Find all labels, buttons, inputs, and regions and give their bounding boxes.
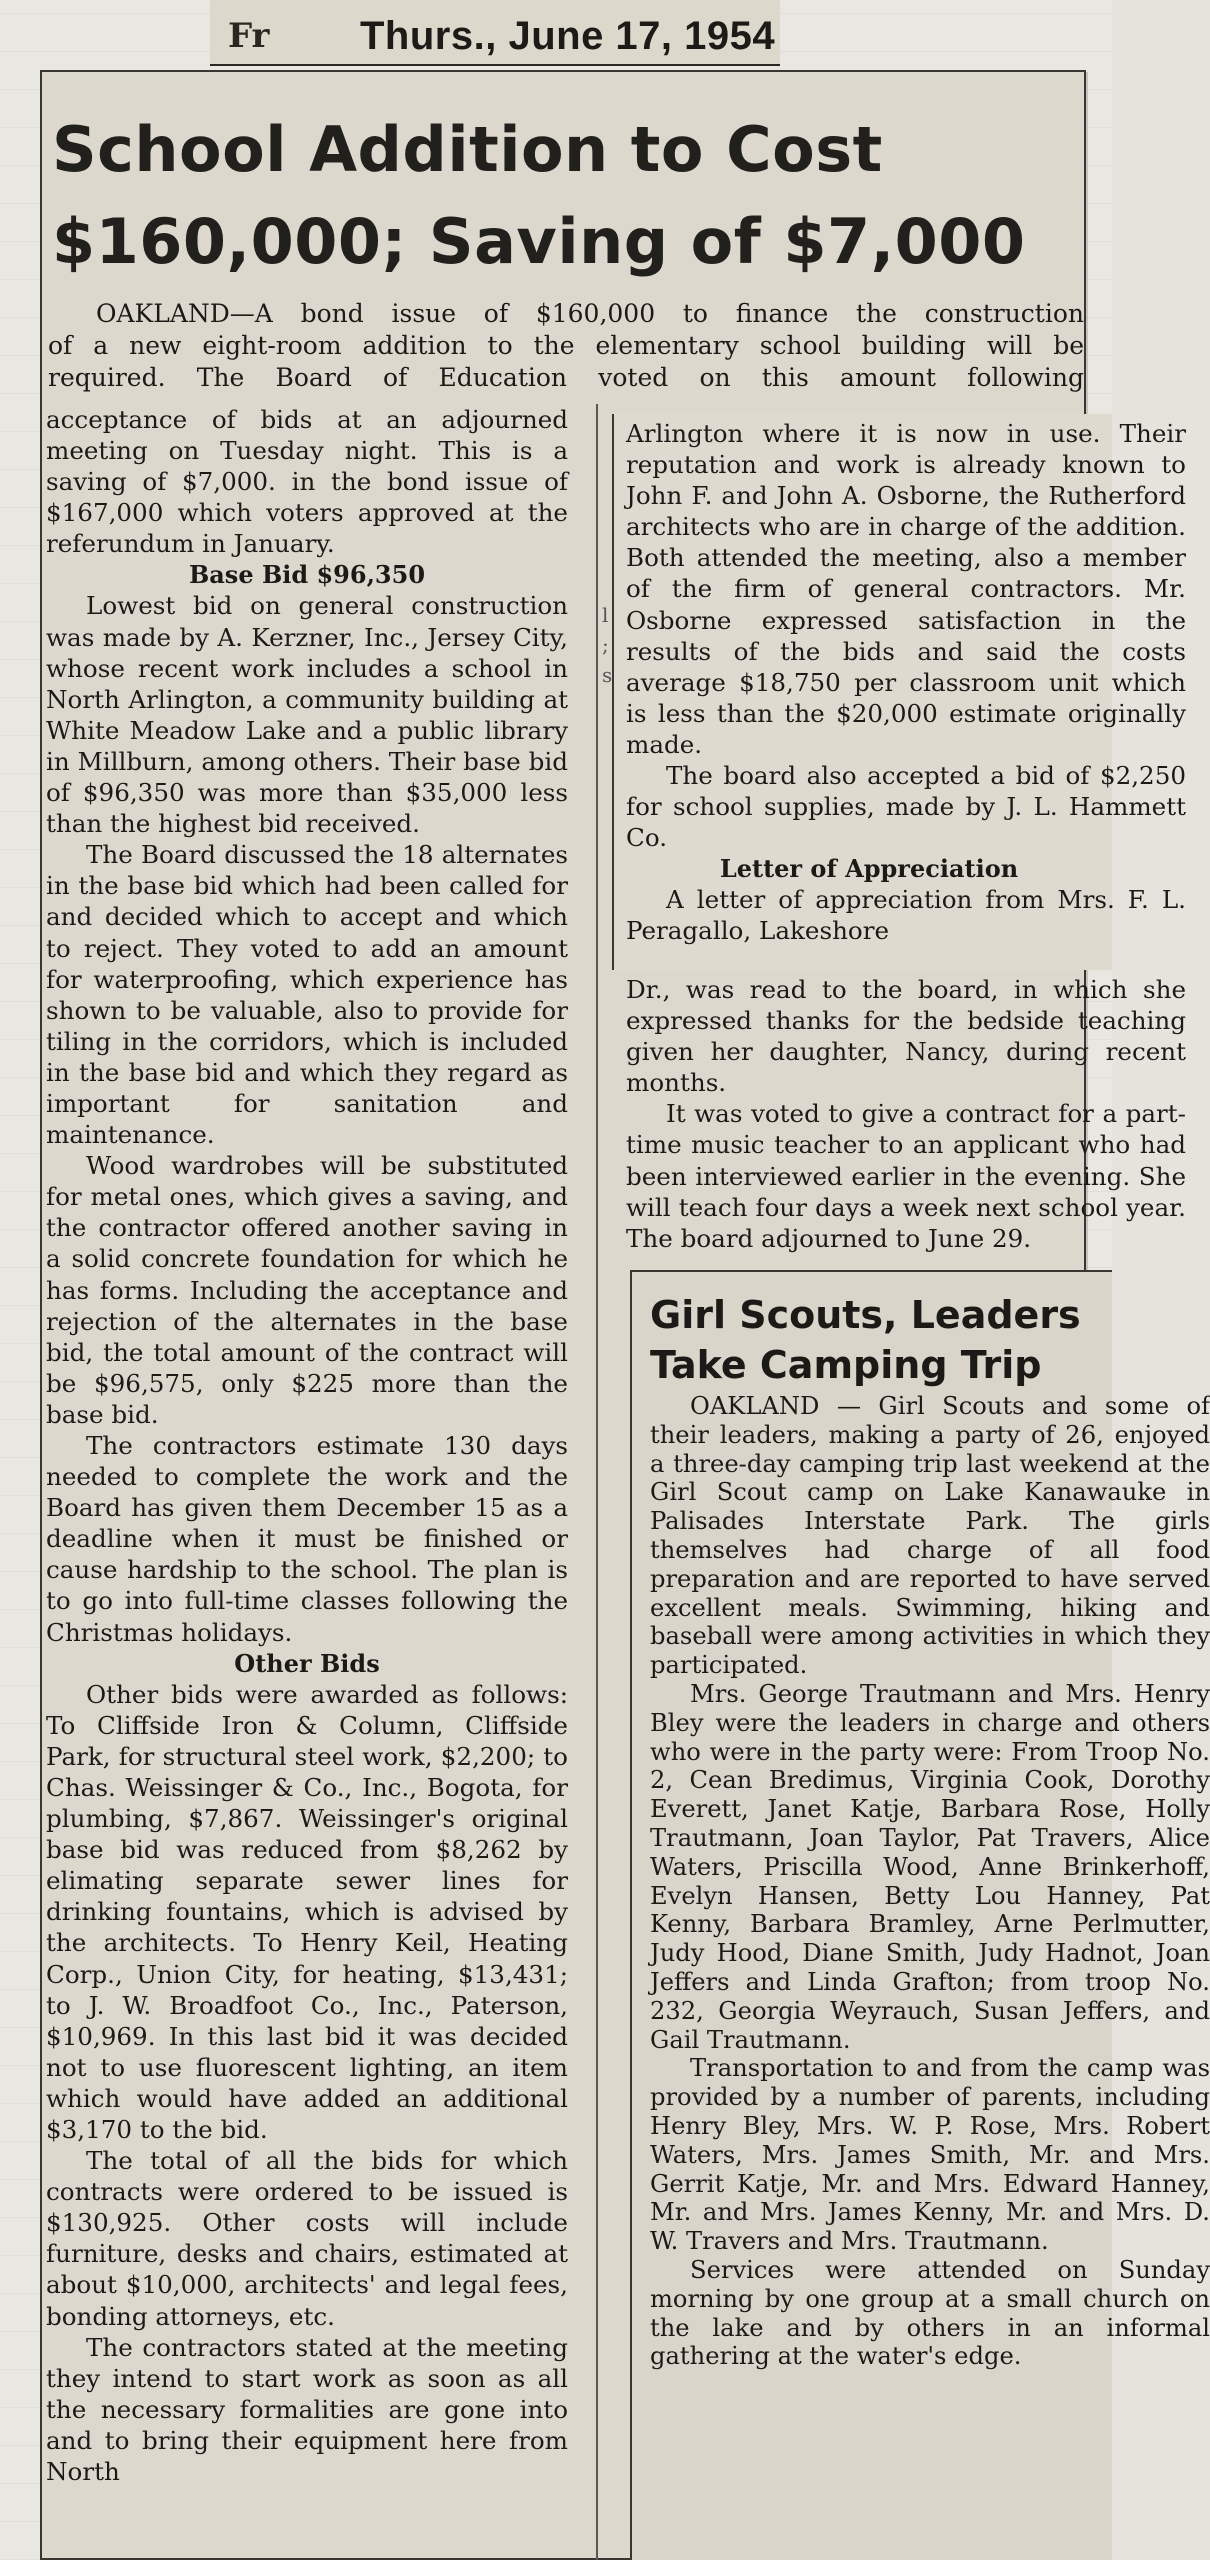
paragraph: Mrs. George Trautmann and Mrs. Henry Bley were the leaders in charge and others who were in the party were: From Troop No. 2, Cean Bredimus, Virginia Cook, Dorothy Everett, Janet Katje, Barbara Rose, Holly Trautmann, Joan Taylor, Pat Travers, Alice Waters, Priscilla Wood, Anne Brinkerhoff, Evelyn Hansen, Betty Lou Hanney, Pat Kenny, Barbara Bramley, Arne Perlmutter, Judy Hood, Diane Smith, Judy Hadnot, Joan Jeffers and Linda Grafton; from troop No. 232, Georgia Weyrauch, Susan Jeffers, and Gail Trautmann. xyxy=(650,1679,1210,2054)
headline-line-1: School Addition to Cost xyxy=(52,113,883,186)
paragraph: acceptance of bids at an adjourned meeting on Tuesday night. This is a saving of $7,000. in the bond issue of $167,000 which voters approved at the referundum in January. xyxy=(46,405,568,559)
paragraph: Arlington where it is now in use. Their reputation and work is already known to John F. and John A. Osborne, the Rutherford architects who are in charge of the addition. Both attended the meeting, also a member of the firm of general contractors. Mr. Osborne expressed satisfaction in the results of the bids and said the costs average $18,750 per classroom unit which is less than the $20,000 estimate originally made. xyxy=(626,419,1186,759)
paragraph: The board also accepted a bid of $2,250 for school supplies, made by J. L. Hammett Co. xyxy=(626,761,1186,853)
margin-marks: l ; s xyxy=(602,603,613,687)
lede-line: OAKLAND—A bond issue of $160,000 to finance the construction xyxy=(96,299,1084,328)
scouts-headline-line-2: Take Camping Trip xyxy=(650,1343,1042,1387)
paragraph: Other bids were awarded as follows: To Cliffside Iron & Column, Cliffside Park, for structural steel work, $2,200; to Chas. Weissinger & Co., Inc., Bogota, for plumbing, $7,867. Weissinger's original base bid was reduced from $8,262 by elimating separate sewer lines for drinking fountains, which is advised by the architects. To Henry Keil, Heating Corp., Union City, for heating, $13,431; to J. W. Broadfoot Co., Inc., Paterson, $10,969. In this last bid it was decided not to use fluorescent lighting, an item which would have added an additional $3,170 to the bid. xyxy=(46,1679,568,2144)
subhead-other-bids: Other Bids xyxy=(234,1648,380,1678)
article-headline xyxy=(52,104,1082,288)
right-column-top xyxy=(626,418,1186,947)
publication-date: Thurs., June 17, 1954 xyxy=(360,14,776,58)
scouts-headline xyxy=(650,1290,1120,1390)
paragraph: A letter of appreciation from Mrs. F. L. Peragallo, Lakeshore xyxy=(626,885,1186,946)
headline-line-2: $160,000; Saving of $7,000 xyxy=(52,205,1026,278)
lede-line: of a new eight-room addition to the elementary school building will be xyxy=(48,331,1084,360)
newspaper-logo-fragment: Fr xyxy=(228,16,270,56)
paragraph: Services were attended on Sunday morning by one group at a small church on the lake and by others in an informal gathering at the water's edge. xyxy=(650,2255,1210,2371)
left-column xyxy=(46,404,568,2487)
scouts-headline-line-1: Girl Scouts, Leaders xyxy=(650,1293,1081,1337)
article-lede xyxy=(48,298,1084,394)
paragraph: The contractors stated at the meeting they intend to start work as soon as all the necessary formalities are gone into and to bring their equipment here from North xyxy=(46,2332,568,2486)
paragraph: Wood wardrobes will be substituted for metal ones, which gives a saving, and the contractor offered another saving in a solid concrete foundation for which he has forms. Including the acceptance and rejection of the alternates in the base bid, the total amount of the contract will be $96,575, only $225 more than the base bid. xyxy=(46,1151,568,1429)
subhead-letter-of-appreciation: Letter of Appreciation xyxy=(719,854,1019,884)
paragraph: Transportation to and from the camp was provided by a number of parents, including Henry Bley, Mrs. W. P. Rose, Mrs. Robert Waters, Mrs. James Smith, Mr. and Mrs. Gerrit Katje, Mr. and Mrs. Edward Hanney, Mr. and Mrs. James Kenny, Mr. and Mrs. D. W. Travers and Mrs. Trautmann. xyxy=(650,2054,1210,2256)
paragraph: The contractors estimate 130 days needed to complete the work and the Board has given them December 15 as a deadline when it must be finished or cause hardship to the school. The plan is to go into full-time classes following the Christmas holidays. xyxy=(46,1431,568,1647)
paragraph: Lowest bid on general construction was made by A. Kerzner, Inc., Jersey City, whose recent work includes a school in North Arlington, a community building at White Meadow Lake and a public library in Millburn, among others. Their base bid of $96,350 was more than $35,000 less than the highest bid received. xyxy=(46,591,568,839)
column-divider xyxy=(596,404,598,2560)
paragraph: The Board discussed the 18 alternates in the base bid which had been called for and decided which to accept and which to reject. They voted to add an amount for waterproofing, which experience has shown to be valuable, also to provide for tiling in the corridors, which is included in the base bid and which they regard as important for sanitation and maintenance. xyxy=(46,840,568,1150)
paragraph: The total of all the bids for which contracts were ordered to be issued is $130,925. Other costs will include furniture, desks and chairs, estimated at about $10,000, architects' and legal fees, bonding attorneys, etc. xyxy=(46,2146,568,2331)
paragraph: It was voted to give a contract for a part-time music teacher to an applicant who had been interviewed earlier in the evening. She will teach four days a week next school year. The board adjourned to June 29. xyxy=(626,1099,1186,1253)
paragraph: Dr., was read to the board, in which she expressed thanks for the bedside teaching given her daughter, Nancy, during recent months. xyxy=(626,975,1186,1098)
scouts-article-body xyxy=(650,1392,1210,2560)
lede-line: required. The Board of Education voted on this amount following xyxy=(48,363,1084,392)
paragraph: OAKLAND — Girl Scouts and some of their leaders, making a party of 26, enjoyed a three-day camping trip last weekend at the Girl Scout camp on Lake Kanawauke in Palisades Interstate Park. The girls themselves had charge of all food preparation and are reported to have served excellent meals. Swimming, hiking and baseball were among activities in which they participated. xyxy=(650,1392,1210,1680)
subhead-base-bid: Base Bid $96,350 xyxy=(188,560,426,590)
right-column-continued xyxy=(626,974,1186,1254)
